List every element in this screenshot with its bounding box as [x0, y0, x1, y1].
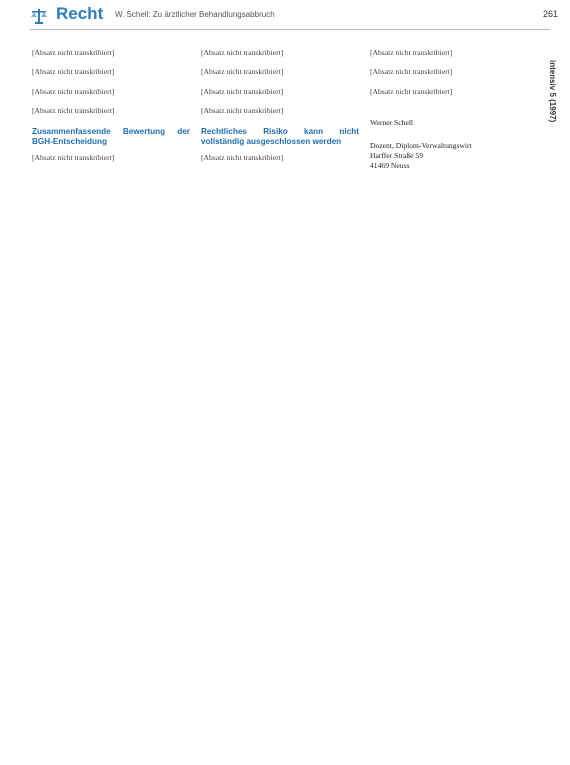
paragraph: [Absatz nicht transkribiert] [32, 67, 115, 77]
author-name: Werner Schell [370, 118, 414, 128]
subheading: Rechtliches Risiko kann nicht vollständig ausgeschlossen werden [201, 126, 359, 147]
paragraph: [Absatz nicht transkribiert] [370, 48, 453, 57]
paragraph: [Absatz nicht transkribiert] [32, 86, 115, 96]
paragraph: [Absatz nicht transkribiert] [32, 106, 115, 116]
author-city: 41469 Neuss [370, 161, 410, 171]
author-street: Harffer Straße 59 [370, 151, 423, 161]
paragraph: [Absatz nicht transkribiert] [201, 106, 284, 116]
scales-icon [30, 7, 48, 25]
journal-side-label: intensiv 5 (1997) [548, 60, 557, 123]
paragraph: [Absatz nicht transkribiert] [201, 67, 284, 77]
section-title: Recht [56, 4, 104, 23]
paragraph: [Absatz nicht transkribiert] [32, 153, 115, 163]
header-rule [30, 29, 550, 30]
subheading: Zusammenfassende Bewertung der BGH-Entscheidung [32, 126, 190, 147]
spacer [370, 106, 530, 118]
spacer [370, 129, 530, 141]
paragraph: [Absatz nicht transkribiert] [370, 67, 453, 77]
running-title: W. Schell: Zu ärztlicher Behandlungsabbruch [115, 10, 275, 19]
column-1 [32, 48, 190, 173]
page-header [30, 6, 560, 28]
paragraph: [Absatz nicht transkribiert] [201, 48, 284, 57]
paragraph: [Absatz nicht transkribiert] [201, 153, 284, 163]
author-title: Dozent, Diplom-Verwaltungswirt [370, 140, 472, 150]
paragraph: [Absatz nicht transkribiert] [32, 48, 115, 57]
page-number: 261 [542, 9, 558, 19]
paragraph: [Absatz nicht transkribiert] [201, 86, 284, 96]
column-2 [201, 48, 359, 173]
column-3 [370, 48, 530, 172]
paragraph: [Absatz nicht transkribiert] [370, 86, 453, 96]
